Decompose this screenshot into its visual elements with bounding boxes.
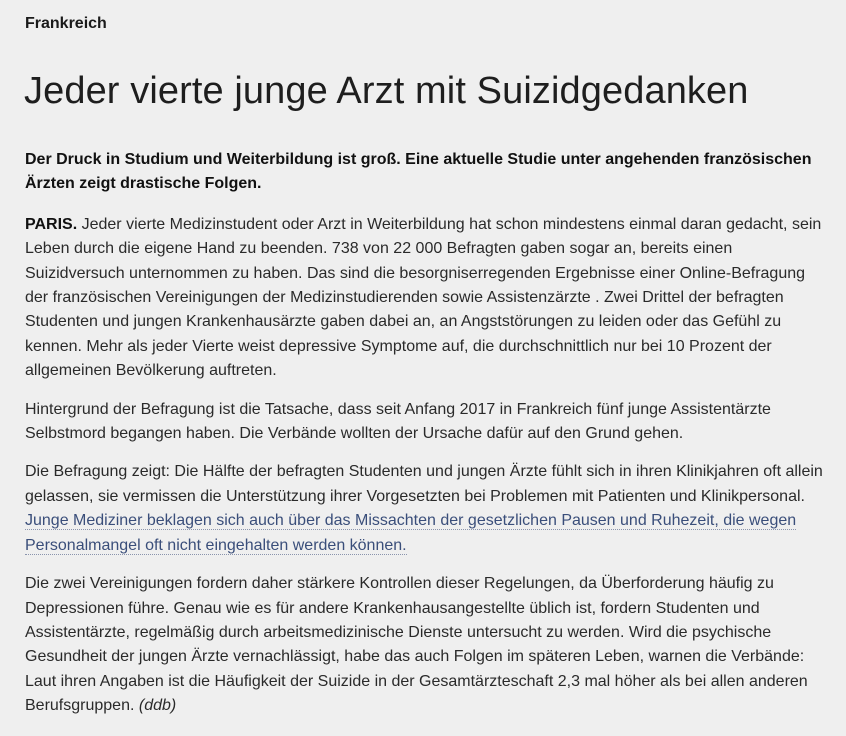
dateline: PARIS.	[25, 215, 78, 233]
article-paragraph: Hintergrund der Befragung ist die Tatsache, dass seit Anfang 2017 in Frankreich fünf junge Assistentärzte Selbstmord begangen haben. Die Verbände wollten der Ursache dafür auf den Grund gehen.	[25, 400, 771, 443]
article-kicker: Frankreich	[25, 15, 107, 32]
article-lead: Der Druck in Studium und Weiterbildung ist groß. Eine aktuelle Studie unter angehenden französischen Ärzten zeigt drastische Folgen.	[25, 151, 812, 193]
paragraph-text: Die Befragung zeigt: Die Hälfte der befragten Studenten und jungen Ärzte fühlt sich in ihren Klinikjahren oft allein gelassen, sie vermissen die Unterstützung ihrer Vorgesetzten bei Problemen mit Patienten und Klinikpersonal.	[25, 463, 823, 505]
paragraph-text: Die zwei Vereinigungen fordern daher stärkere Kontrollen dieser Regelungen, da Überforderung häufig zu Depressionen führe. Genau wie es für andere Krankenhausangestellte üblich ist, fordern Studenten und Assistentärzte, regelmäßig durch arbeitsmedizinische Dienste untersucht zu werden. Wird die psychische Gesundheit der jungen Ärzte vernachlässigt, habe das auch Folgen im späteren Leben, warnen die Verbände: Laut ihren Angaben ist die Häufigkeit der Suizide in der Gesamtärzteschaft 2,3 mal höher als bei allen anderen Berufsgruppen.	[25, 575, 808, 715]
paragraph-text: Jeder vierte Medizinstudent oder Arzt in Weiterbildung hat schon mindestens einmal daran gedacht, sein Leben durch die eigene Hand zu beenden. 738 von 22 000 Befragten gaben sogar an, bereits einen Suizidversuch unternommen zu haben. Das sind die besorgniserregenden Ergebnisse einer Online-Befragung der französischen Vereinigungen der Medizinstudierenden sowie Assistenzärzte . Zwei Drittel der befragten Studenten und jungen Krankenhausärzte gaben dabei an, an Angststörungen zu leiden oder das Gefühl zu kennen. Mehr als jeder Vierte weist depressive Symptome auf, die durchschnittlich nur bei 10 Prozent der allgemeinen Bevölkerung auftreten.	[25, 215, 822, 380]
inline-article-link[interactable]: Junge Mediziner beklagen sich auch über das Missachten der gesetzlichen Pausen und Ruhezeit, die wegen Personalmangel oft nicht eingehalten werden können.	[25, 512, 797, 554]
article-paragraph	[25, 213, 830, 384]
article-headline: Jeder vierte junge Arzt mit Suizidgedanken	[24, 70, 749, 112]
article-body	[25, 148, 830, 733]
article-paragraph	[25, 572, 830, 718]
author-byline: (ddb)	[138, 697, 177, 715]
article-paragraph	[25, 460, 830, 558]
